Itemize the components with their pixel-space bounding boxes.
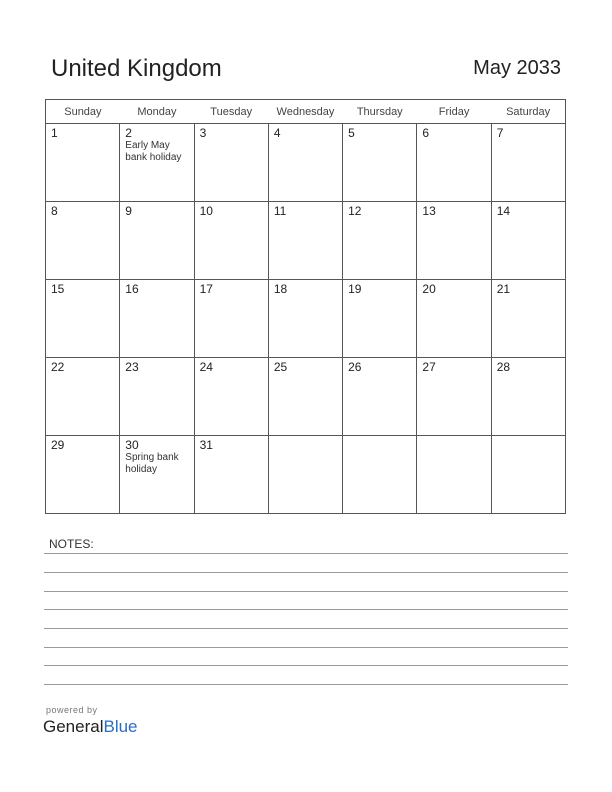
calendar-day-cell xyxy=(120,280,194,358)
note-line xyxy=(44,572,568,573)
calendar-day-cell xyxy=(417,124,491,202)
calendar-week-row xyxy=(46,280,566,358)
calendar-week-row xyxy=(46,202,566,280)
calendar-day-cell xyxy=(268,280,342,358)
calendar-day-cell xyxy=(268,124,342,202)
calendar-day-cell xyxy=(491,436,565,514)
calendar-day-cell xyxy=(120,436,194,514)
calendar-day-cell xyxy=(268,358,342,436)
calendar-day-cell xyxy=(491,202,565,280)
day-number: 7 xyxy=(496,126,504,140)
calendar-day-cell xyxy=(194,280,268,358)
calendar-day-cell xyxy=(194,124,268,202)
calendar-day-cell xyxy=(120,358,194,436)
calendar-day-cell xyxy=(417,358,491,436)
calendar-day-cell xyxy=(491,358,565,436)
day-number: 21 xyxy=(496,282,511,296)
day-number: 17 xyxy=(199,282,213,296)
day-number: 3 xyxy=(199,126,207,140)
notes-label: NOTES: xyxy=(49,537,94,551)
day-number: 24 xyxy=(199,360,213,374)
calendar-day-cell xyxy=(343,202,417,280)
note-line xyxy=(44,684,568,685)
day-number: 20 xyxy=(422,282,436,296)
calendar-day-cell xyxy=(417,280,491,358)
day-number: 19 xyxy=(348,282,362,296)
day-number: 15 xyxy=(51,282,65,296)
day-number: 6 xyxy=(422,126,430,140)
day-number: 11 xyxy=(273,204,287,218)
day-number: 13 xyxy=(422,204,436,218)
calendar-day-cell xyxy=(343,280,417,358)
calendar-day-cell xyxy=(417,436,491,514)
note-line xyxy=(44,553,568,554)
calendar-day-cell xyxy=(194,436,268,514)
day-number: 2 xyxy=(125,126,132,140)
calendar-day-cell xyxy=(194,202,268,280)
day-number: 22 xyxy=(51,360,65,374)
calendar-day-cell xyxy=(343,358,417,436)
brand-logo xyxy=(43,717,138,737)
day-number: 12 xyxy=(348,204,362,218)
calendar-week-row xyxy=(46,358,566,436)
day-number: 29 xyxy=(51,438,65,452)
calendar-day-cell xyxy=(46,124,120,202)
brand-blue: Blue xyxy=(103,717,138,736)
day-number: 25 xyxy=(273,360,288,374)
calendar-country-title: United Kingdom xyxy=(51,55,222,82)
note-line xyxy=(44,665,568,666)
day-number: 4 xyxy=(273,126,281,140)
calendar-month-title: May 2033 xyxy=(473,57,561,79)
day-number: 14 xyxy=(496,204,511,218)
day-number: 1 xyxy=(51,126,58,140)
weekday-friday: Friday xyxy=(417,100,491,124)
day-number: 28 xyxy=(496,360,511,374)
calendar-day-cell xyxy=(194,358,268,436)
holiday-label: Spring bank holiday xyxy=(125,452,179,475)
calendar-day-cell xyxy=(491,124,565,202)
calendar-day-cell xyxy=(46,202,120,280)
day-number: 16 xyxy=(125,282,139,296)
calendar-day-cell xyxy=(120,124,194,202)
weekday-saturday: Saturday xyxy=(491,100,565,124)
day-number: 10 xyxy=(199,204,213,218)
calendar-day-cell xyxy=(46,280,120,358)
calendar-day-cell xyxy=(268,436,342,514)
day-number: 18 xyxy=(273,282,288,296)
weekday-wednesday: Wednesday xyxy=(268,100,342,124)
day-number: 23 xyxy=(125,360,139,374)
calendar-week-row xyxy=(46,124,566,202)
calendar-day-cell xyxy=(417,202,491,280)
day-number: 27 xyxy=(422,360,436,374)
weekday-header-row xyxy=(46,100,566,124)
day-number: 8 xyxy=(51,204,58,218)
note-line xyxy=(44,647,568,648)
calendar-grid xyxy=(45,99,566,514)
calendar-day-cell xyxy=(46,358,120,436)
day-number: 30 xyxy=(125,438,139,452)
calendar-day-cell xyxy=(491,280,565,358)
note-line xyxy=(44,591,568,592)
weekday-tuesday: Tuesday xyxy=(194,100,268,124)
calendar-day-cell xyxy=(343,436,417,514)
day-number: 31 xyxy=(199,438,213,452)
day-number: 26 xyxy=(348,360,362,374)
powered-by-text: powered by xyxy=(46,705,98,715)
note-line xyxy=(44,628,568,629)
day-number: 5 xyxy=(348,126,355,140)
holiday-label: Early May bank holiday xyxy=(125,140,182,163)
calendar-day-cell xyxy=(46,436,120,514)
calendar-week-row xyxy=(46,436,566,514)
weekday-monday: Monday xyxy=(120,100,194,124)
calendar-day-cell xyxy=(268,202,342,280)
day-number: 9 xyxy=(125,204,132,218)
calendar-day-cell xyxy=(120,202,194,280)
weekday-sunday: Sunday xyxy=(46,100,120,124)
brand-general: General xyxy=(43,717,104,736)
calendar-day-cell xyxy=(343,124,417,202)
weekday-thursday: Thursday xyxy=(343,100,417,124)
note-line xyxy=(44,609,568,610)
